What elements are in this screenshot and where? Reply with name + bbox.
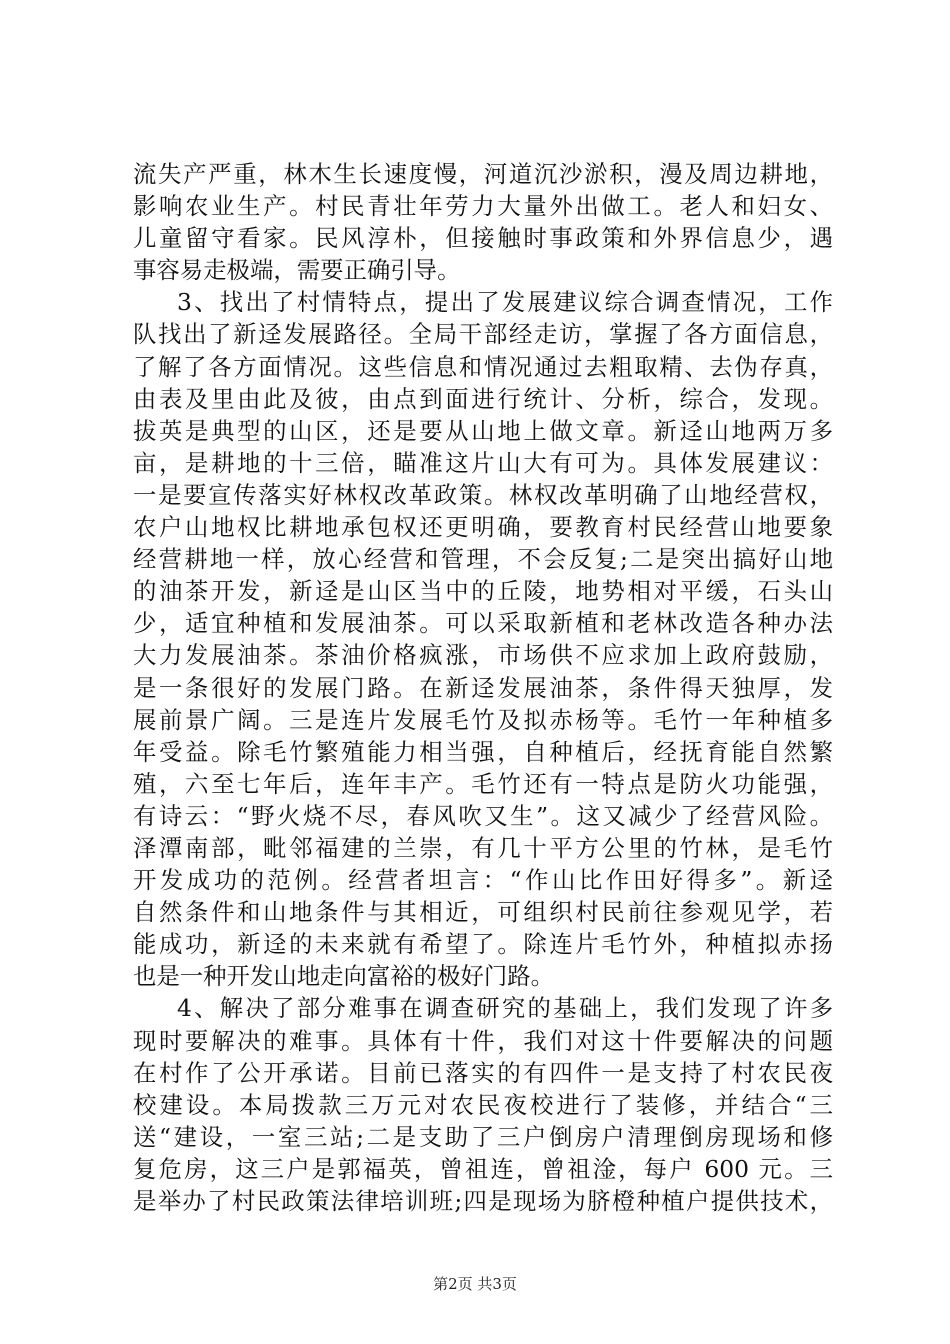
text-line-4: 事容易走极端，需要正确引导。 <box>133 256 461 285</box>
page-footer: 第2页 共3页 <box>433 1275 517 1293</box>
text-line-15: 少，适宜种植和发展油茶。可以采取新植和老林改造各种办法 <box>133 609 833 638</box>
text-line-10: 亩，是耕地的十三倍，瞄准这片山大有可为。具体发展建议： <box>133 448 833 477</box>
text-line-29: 在村作了公开承诺。目前已落实的有四件一是支持了村农民夜 <box>133 1058 833 1087</box>
text-line-2: 影响农业生产。村民青壮年劳力大量外出做工。老人和妇女、 <box>133 192 833 221</box>
text-line-11: 一是要宣传落实好林权改革政策。林权改革明确了山地经营权， <box>133 480 833 509</box>
text-line-12: 农户山地权比耕地承包权还更明确，要教育村民经营山地要象 <box>133 513 833 542</box>
text-line-27: 4、解决了部分难事在调查研究的基础上，我们发现了许多 <box>177 994 833 1023</box>
text-line-24: 自然条件和山地条件与其相近，可组织村民前往参观见学，若 <box>133 898 833 927</box>
text-line-26: 也是一种开发山地走向富裕的极好门路。 <box>133 962 555 991</box>
text-line-1: 流失产严重，林木生长速度慢，河道沉沙淤积，漫及周边耕地， <box>133 160 833 188</box>
text-line-18: 展前景广阔。三是连片发展毛竹及拟赤杨等。毛竹一年种植多 <box>133 705 833 734</box>
text-line-5: 3、找出了村情特点，提出了发展建议综合调查情况，工作 <box>177 288 833 317</box>
text-line-22: 泽潭南部，毗邻福建的兰崇，有几十平方公里的竹林，是毛竹 <box>133 833 833 862</box>
text-line-31: 送“建设，一室三站;二是支助了三户倒房户清理倒房现场和修 <box>133 1122 833 1151</box>
text-line-3: 儿童留守看家。民风淳朴，但接触时事政策和外界信息少，遇 <box>133 224 833 253</box>
text-line-6: 队找出了新迳发展路径。全局干部经走访，掌握了各方面信息， <box>133 320 833 349</box>
text-line-19: 年受益。除毛竹繁殖能力相当强，自种植后，经抚育能自然繁 <box>133 737 833 766</box>
text-line-32: 复危房，这三户是郭福英，曾祖连，曾祖淦，每户 600 元。三 <box>133 1154 833 1183</box>
text-line-14: 的油茶开发，新迳是山区当中的丘陵，地势相对平缓，石头山 <box>133 577 833 606</box>
text-line-30: 校建设。本局拨款三万元对农民夜校进行了装修，并结合“三 <box>133 1090 833 1119</box>
text-line-28: 现时要解决的难事。具体有十件，我们对这十件要解决的问题 <box>133 1026 833 1055</box>
text-line-9: 拔英是典型的山区，还是要从山地上做文章。新迳山地两万多 <box>133 416 833 445</box>
text-line-17: 是一条很好的发展门路。在新迳发展油茶，条件得天独厚，发 <box>133 673 833 702</box>
text-line-23: 开发成功的范例。经营者坦言：“作山比作田好得多”。新迳 <box>133 866 833 895</box>
text-line-33: 是举办了村民政策法律培训班;四是现场为脐橙种植户提供技术， <box>133 1187 833 1215</box>
text-line-20: 殖，六至七年后，连年丰产。毛竹还有一特点是防火功能强， <box>133 769 833 798</box>
text-line-13: 经营耕地一样，放心经营和管理，不会反复;二是突出搞好山地 <box>133 545 833 574</box>
text-line-25: 能成功，新迳的未来就有希望了。除连片毛竹外，种植拟赤扬 <box>133 930 833 959</box>
body-text <box>133 158 833 1217</box>
text-line-21: 有诗云：“野火烧不尽，春风吹又生”。这又减少了经营风险。 <box>133 801 833 830</box>
text-line-8: 由表及里由此及彼，由点到面进行统计、分析，综合，发现。 <box>133 384 833 413</box>
text-line-16: 大力发展油茶。茶油价格疯涨，市场供不应求加上政府鼓励， <box>133 641 833 670</box>
text-line-7: 了解了各方面情况。这些信息和情况通过去粗取精、去伪存真， <box>133 352 833 381</box>
